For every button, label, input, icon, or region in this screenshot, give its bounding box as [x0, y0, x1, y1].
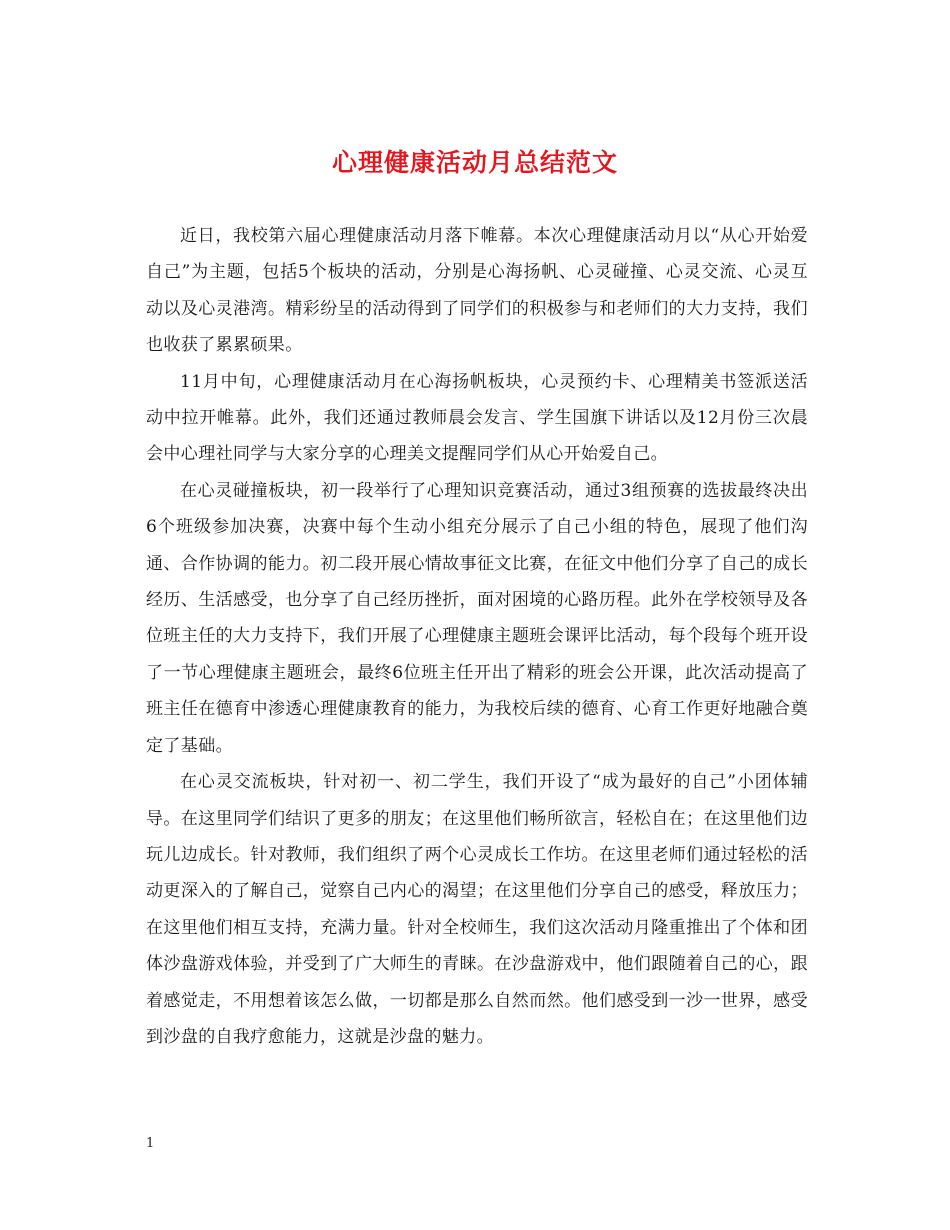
paragraph-xinhai-yangfan: 11月中旬，心理健康活动月在心海扬帆板块，心灵预约卡、心理精美书签派送活动中拉开帷幕。此外，我们还通过教师晨会发言、学生国旗下讲话以及12月份三次晨会中心理社同学与大家分享的心理美文提醒同学们从心开始爱自己。: [146, 371, 808, 465]
document-body: [146, 218, 808, 1055]
page-number: 1: [146, 1136, 155, 1151]
document-title: 心理健康活动月总结范文: [331, 148, 618, 177]
paragraph-intro: 近日，我校第六届心理健康活动月落下帷幕。本次心理健康活动月以“从心开始爱自己”为主题，包括5个板块的活动，分别是心海扬帆、心灵碰撞、心灵交流、心灵互动以及心灵港湾。精彩纷呈的活动得到了同学们的积极参与和老师们的大力支持，我们也收获了累累硕果。: [146, 226, 808, 356]
paragraph-xinling-jiaoliu: 在心灵交流板块，针对初一、初二学生，我们开设了“成为最好的自己”小团体辅导。在这里同学们结识了更多的朋友；在这里他们畅所欲言，轻松自在；在这里他们边玩儿边成长。针对教师，我们组织了两个心灵成长工作坊。在这里老师们通过轻松的活动更深入的了解自己，觉察自己内心的渴望；在这里他们分享自己的感受，释放压力；在这里他们相互支持，充满力量。针对全校师生，我们这次活动月隆重推出了个体和团体沙盘游戏体验，并受到了广大师生的青睐。在沙盘游戏中，他们跟随着自己的心，跟着感觉走，不用想着该怎么做，一切都是那么自然而然。他们感受到一沙一世界，感受到沙盘的自我疗愈能力，这就是沙盘的魅力。: [146, 772, 808, 1047]
paragraph-xinling-pengzhuang: 在心灵碰撞板块，初一段举行了心理知识竞赛活动，通过3组预赛的选拔最终决出6个班级参加决赛，决赛中每个生动小组充分展示了自己小组的特色，展现了他们沟通、合作协调的能力。初二段开展心情故事征文比赛，在征文中他们分享了自己的成长经历、生活感受，也分享了自己经历挫折，面对困境的心路历程。此外在学校领导及各位班主任的大力支持下，我们开展了心理健康主题班会课评比活动，每个段每个班开设了一节心理健康主题班会，最终6位班主任开出了精彩的班会公开课，此次活动提高了班主任在德育中渗透心理健康教育的能力，为我校后续的德育、心育工作更好地融合奠定了基础。: [146, 480, 808, 756]
